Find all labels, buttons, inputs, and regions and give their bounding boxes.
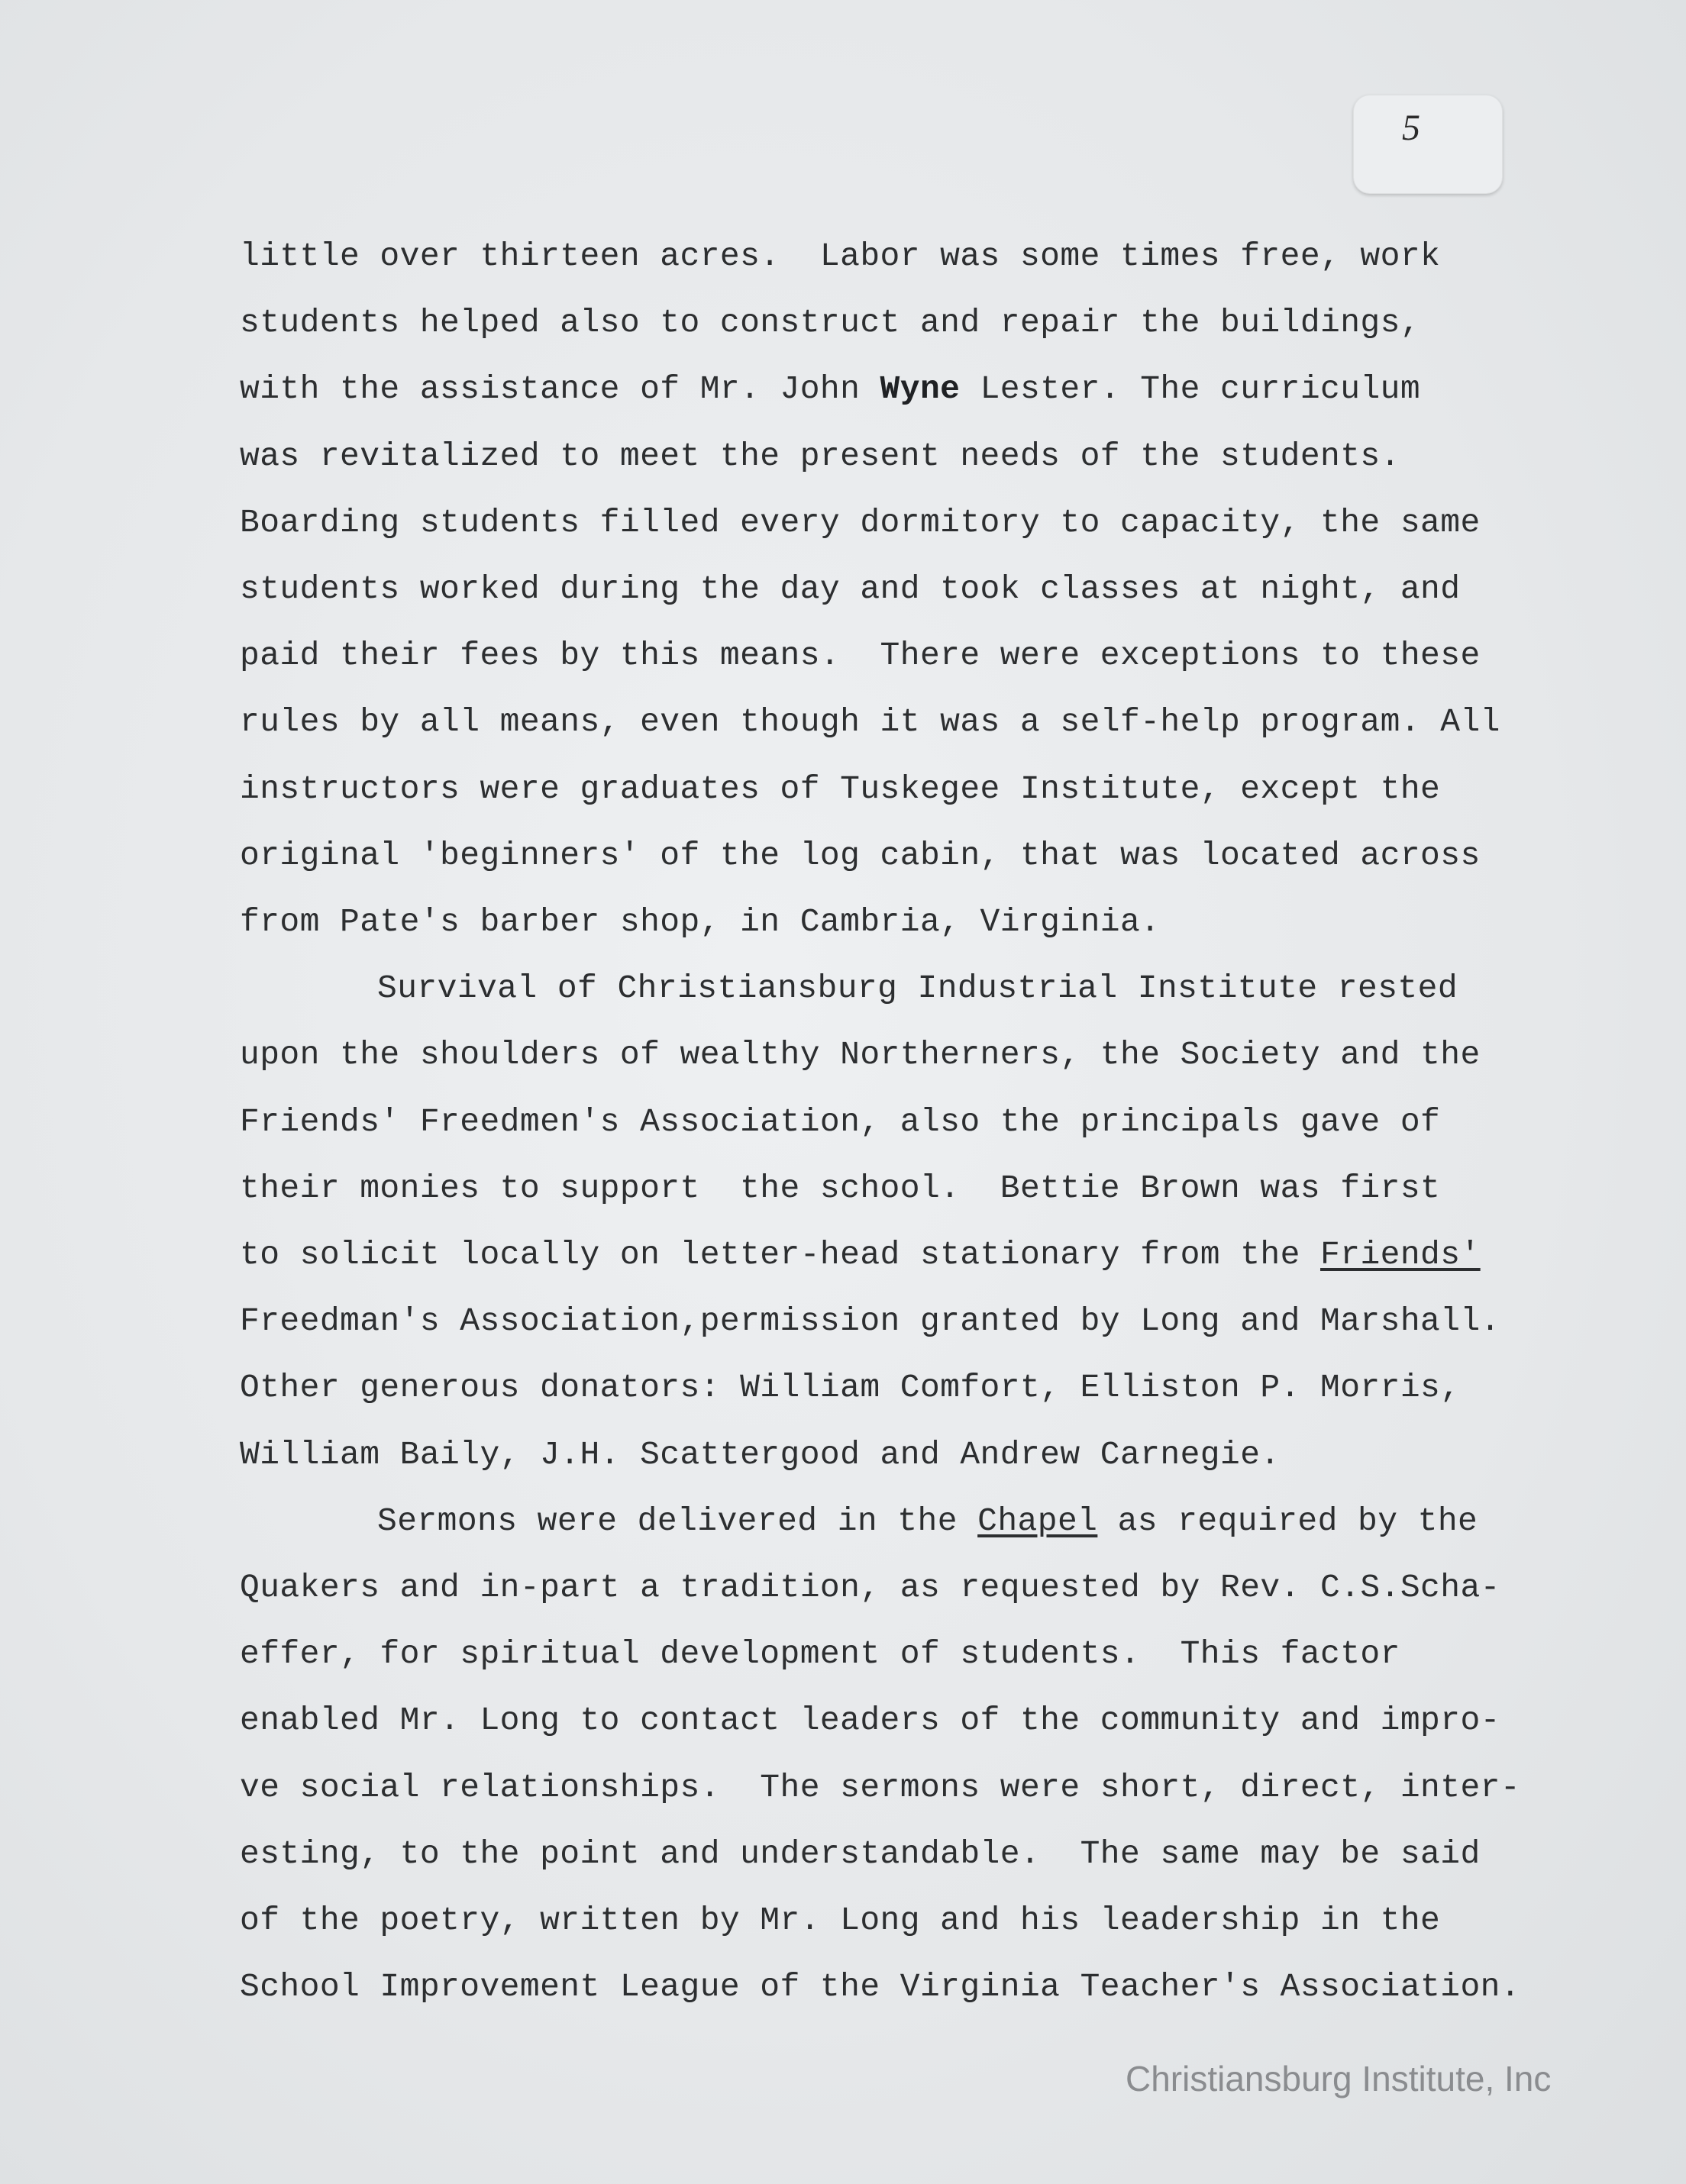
text-line: Friends' Freedmen's Association, also the principals gave of [240,1102,1441,1140]
text-line: students worked during the day and took classes at night, and [240,570,1461,608]
text-segment: Lester. The curriculum [960,370,1421,408]
paragraph-start-line: Survival of Christiansburg Industrial Institute rested [377,969,1458,1008]
underlined-word: Chapel [977,1502,1098,1540]
watermark: Christiansburg Institute, Inc [1126,2059,1552,2099]
text-line [240,1221,1538,1288]
page-number-tab [1353,95,1503,194]
text-segment: Sermons were delivered in the [377,1502,978,1540]
text-line: enabled Mr. Long to contact leaders of the community and impro- [240,1702,1500,1740]
text-line: from Pate's barber shop, in Cambria, Virginia. [240,903,1161,941]
text-line: upon the shoulders of wealthy Northerners, the Society and the [240,1036,1481,1074]
text-segment: as required by the [1097,1502,1478,1540]
text-line: instructors were graduates of Tuskegee Institute, except the [240,769,1441,808]
text-line: esting, to the point and understandable. The same may be said [240,1834,1481,1873]
text-line: Other generous donators: William Comfort, Elliston P. Morris, [240,1369,1461,1407]
text-line: William Baily, J.H. Scattergood and Andrew Carnegie. [240,1435,1281,1473]
text-line [240,356,1538,422]
text-line: effer, for spiritual development of students. This factor [240,1635,1400,1673]
text-line: paid their fees by this means. There were exceptions to these [240,637,1481,675]
paragraph-start-line [240,1488,1538,1554]
text-segment: to solicit locally on letter-head stationary from the [240,1236,1321,1274]
text-line: ve social relationships. The sermons were short, direct, inter- [240,1768,1521,1806]
underlined-word: Friends' [1320,1236,1481,1274]
overtyped-word: Wyne [880,370,961,408]
text-line: Freedman's Association,permission granted by Long and Marshall. [240,1302,1500,1340]
text-line: students helped also to construct and repair the buildings, [240,304,1421,342]
text-line: was revitalized to meet the present needs of the students. [240,437,1400,475]
page-number: 5 [1402,108,1420,148]
text-line: rules by all means, even though it was a self-help program. All [240,703,1500,741]
text-line: their monies to support the school. Bettie Brown was first [240,1169,1441,1207]
text-line: Boarding students filled every dormitory to capacity, the same [240,503,1481,541]
text-line: School Improvement League of the Virginia Teacher's Association. [240,1968,1521,2006]
text-line: original 'beginners' of the log cabin, that was located across [240,836,1481,874]
text-line: Quakers and in-part a tradition, as requested by Rev. C.S.Scha- [240,1569,1500,1607]
text-line: of the poetry, written by Mr. Long and his leadership in the [240,1902,1441,1940]
text-segment: with the assistance of Mr. John [240,370,880,408]
typed-text-body [240,223,1538,2020]
text-line: little over thirteen acres. Labor was some times free, work [240,237,1441,275]
